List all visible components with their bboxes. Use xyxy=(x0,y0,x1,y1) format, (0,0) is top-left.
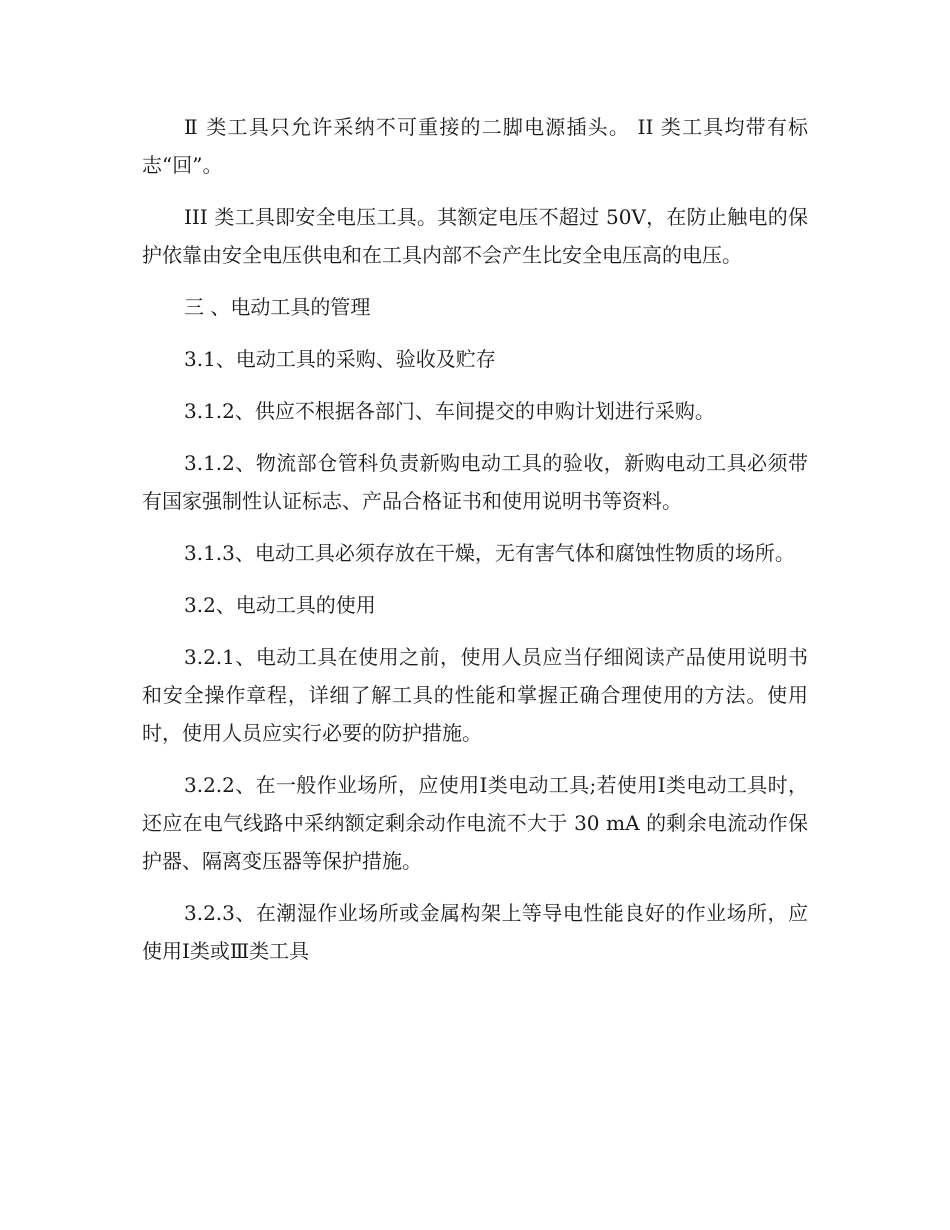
paragraph-3-2-2-general-site: 3.2.2、在一般作业场所，应使用Ⅰ类电动工具;若使用Ⅰ类电动工具时，还应在电气线路中采纳额定剩余动作电流不大于 30 mA 的剩余电流动作保护器、隔离变压器等保护措施。 xyxy=(142,773,808,873)
paragraph-3-1-2-procurement: 3.1.2、供应不根据各部门、车间提交的申购计划进行采购。 xyxy=(184,399,715,423)
paragraph-3-1-2-acceptance: 3.1.2、物流部仓管科负责新购电动工具的验收，新购电动工具必须带有国家强制性认证标志、产品合格证书和使用说明书等资料。 xyxy=(142,451,808,513)
document-body xyxy=(142,108,808,984)
paragraph-3-2-1-usage: 3.2.1、电动工具在使用之前，使用人员应当仔细阅读产品使用说明书和安全操作章程，详细了解工具的性能和掌握正确合理使用的方法。使用时，使用人员应实行必要的防护措施。 xyxy=(142,645,808,745)
subsection-heading-3-2: 3.2、电动工具的使用 xyxy=(184,593,376,617)
paragraph-3-1-3-storage: 3.1.3、电动工具必须存放在干燥，无有害气体和腐蚀性物质的场所。 xyxy=(184,541,795,565)
paragraph-3-2-3-damp-site: 3.2.3、在潮湿作业场所或金属构架上等导电性能良好的作业场所，应使用Ⅰ类或Ⅲ类工具 xyxy=(142,901,808,963)
section-heading-management: 三 、电动工具的管理 xyxy=(184,295,371,319)
subsection-heading-3-1: 3.1、电动工具的采购、验收及贮存 xyxy=(184,347,496,371)
paragraph-class2-plug: Ⅱ 类工具只允许采纳不可重接的二脚电源插头。 II 类工具均带有标志“回”。 xyxy=(142,115,808,177)
paragraph-class3-voltage: III 类工具即安全电压工具。其额定电压不超过 50V，在防止触电的保护依靠由安全电压供电和在工具内部不会产生比安全电压高的电压。 xyxy=(142,205,808,267)
